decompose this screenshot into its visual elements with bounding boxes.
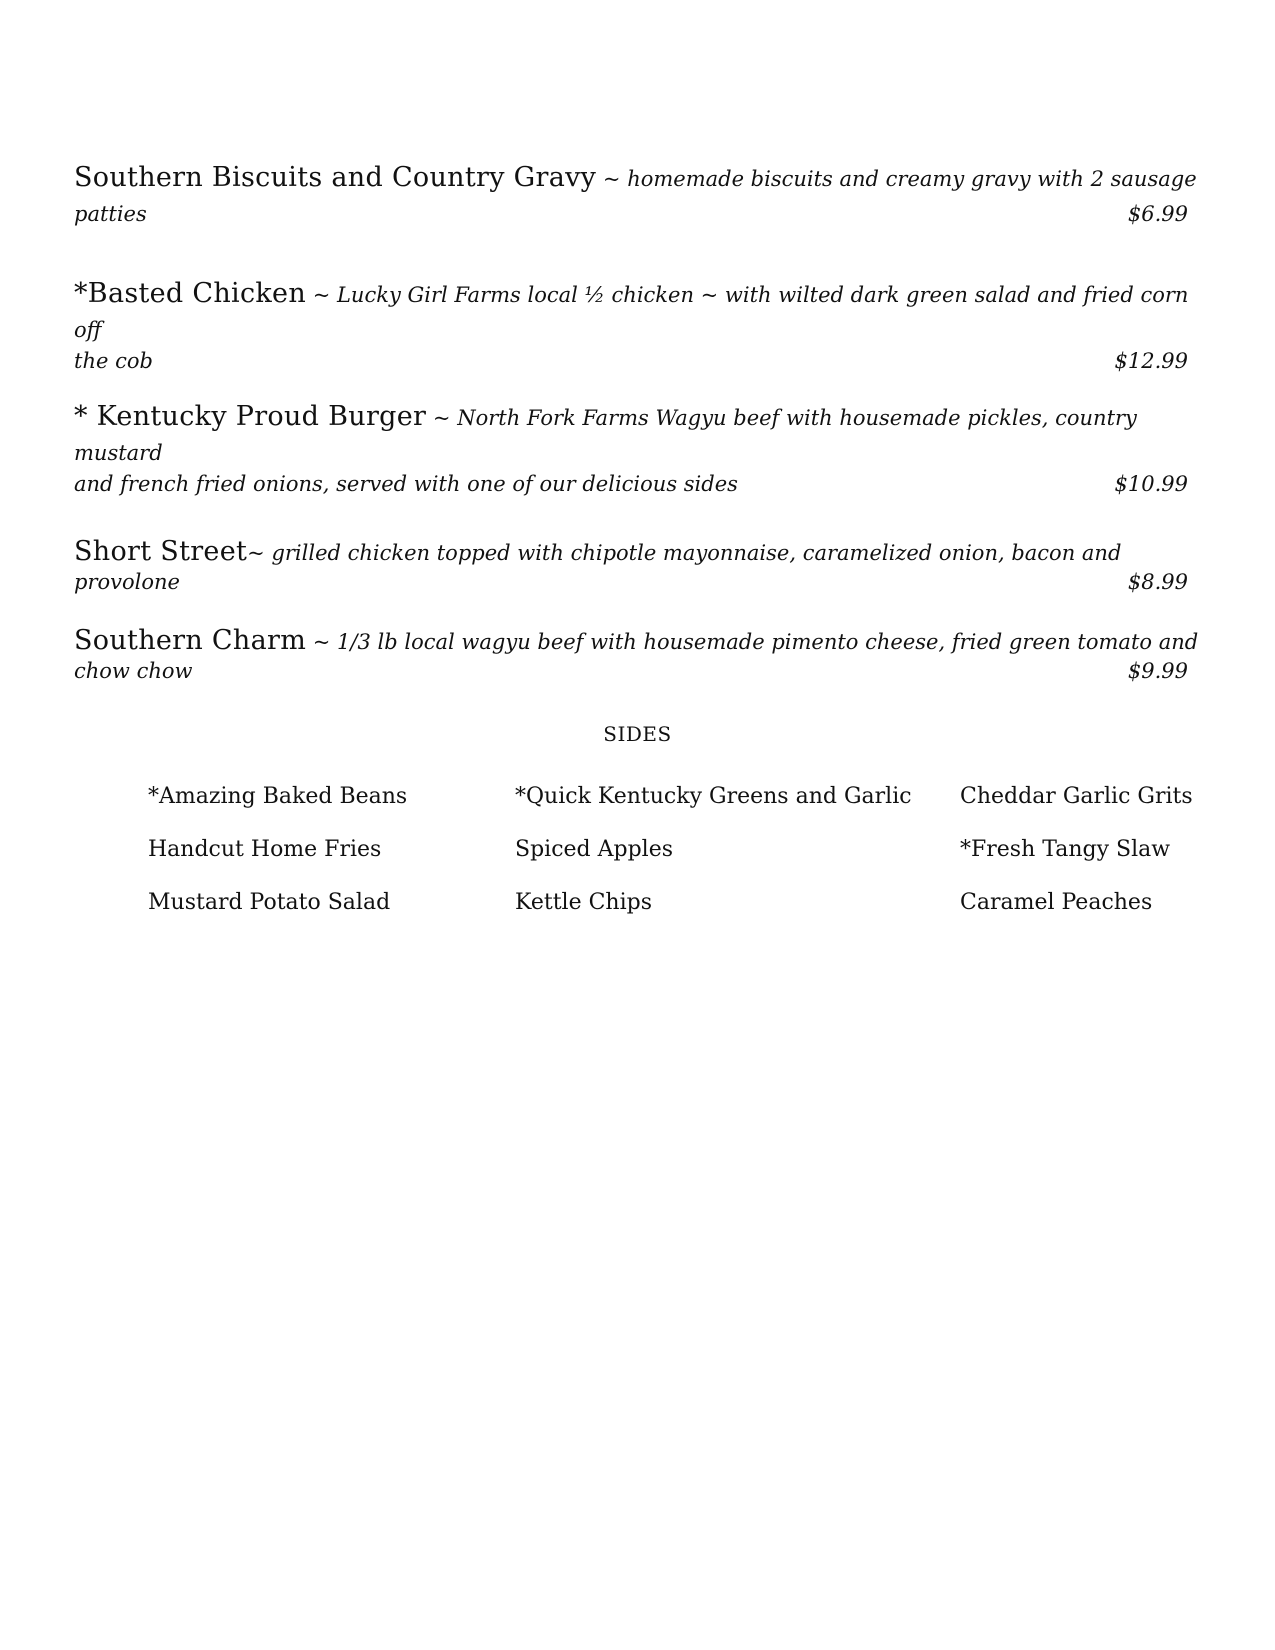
- side-item: Handcut Home Fries: [148, 837, 382, 862]
- side-item: Mustard Potato Salad: [148, 890, 391, 915]
- item-description: North Fork Farms Wagyu beef with housemade pickles, country mustard: [74, 406, 1137, 465]
- item-price: $8.99: [1127, 570, 1188, 595]
- side-item: Spiced Apples: [515, 837, 674, 862]
- item-separator: ~: [247, 541, 272, 565]
- item-description-cont: patties: [74, 201, 147, 226]
- item-description: grilled chicken topped with chipotle mayonnaise, caramelized onion, bacon and: [271, 541, 1122, 565]
- item-name: Short Street: [74, 536, 248, 567]
- side-item: Caramel Peaches: [960, 890, 1153, 915]
- sides-column-3: [960, 770, 1193, 929]
- item-price: $12.99: [1114, 349, 1188, 373]
- item-price: $10.99: [1114, 472, 1188, 496]
- item-description-cont: and french fried onions, served with one of our delicious sides: [74, 472, 738, 496]
- menu-item-kentucky-proud-burger: [74, 397, 1214, 501]
- item-description-cont: chow chow: [74, 659, 193, 684]
- sides-column-2: [515, 770, 912, 929]
- item-description: Lucky Girl Farms local ½ chicken ~ with wilted dark green salad and fried corn off: [74, 283, 1189, 342]
- menu-item-short-street: [74, 534, 1214, 596]
- item-name: *Basted Chicken: [74, 278, 307, 309]
- sides-heading: SIDES: [603, 722, 672, 746]
- side-item: *Amazing Baked Beans: [148, 784, 408, 809]
- item-price: $6.99: [1127, 201, 1188, 226]
- side-item: *Fresh Tangy Slaw: [960, 837, 1171, 862]
- menu-item-southern-charm: [74, 623, 1214, 685]
- item-description: 1/3 lb local wagyu beef with housemade pimento cheese, fried green tomato and: [337, 630, 1199, 654]
- item-description-cont: provolone: [74, 570, 180, 595]
- item-separator: ~: [426, 406, 458, 430]
- item-name: Southern Charm: [74, 625, 307, 656]
- item-separator: ~: [596, 167, 628, 191]
- side-item: Cheddar Garlic Grits: [960, 784, 1193, 809]
- menu-item-basted-chicken: [74, 274, 1214, 378]
- side-item: Kettle Chips: [515, 890, 653, 915]
- item-separator: ~: [306, 283, 337, 307]
- item-separator: ~: [306, 630, 338, 654]
- menu-item-biscuits-gravy: [74, 158, 1214, 230]
- side-item: *Quick Kentucky Greens and Garlic: [515, 784, 912, 809]
- item-name: * Kentucky Proud Burger: [74, 401, 427, 432]
- item-description: homemade biscuits and creamy gravy with 2 sausage: [627, 167, 1197, 191]
- item-price: $9.99: [1127, 659, 1188, 684]
- item-name: Southern Biscuits and Country Gravy: [74, 162, 597, 193]
- item-description-cont: the cob: [74, 349, 153, 373]
- sides-column-1: [148, 770, 407, 929]
